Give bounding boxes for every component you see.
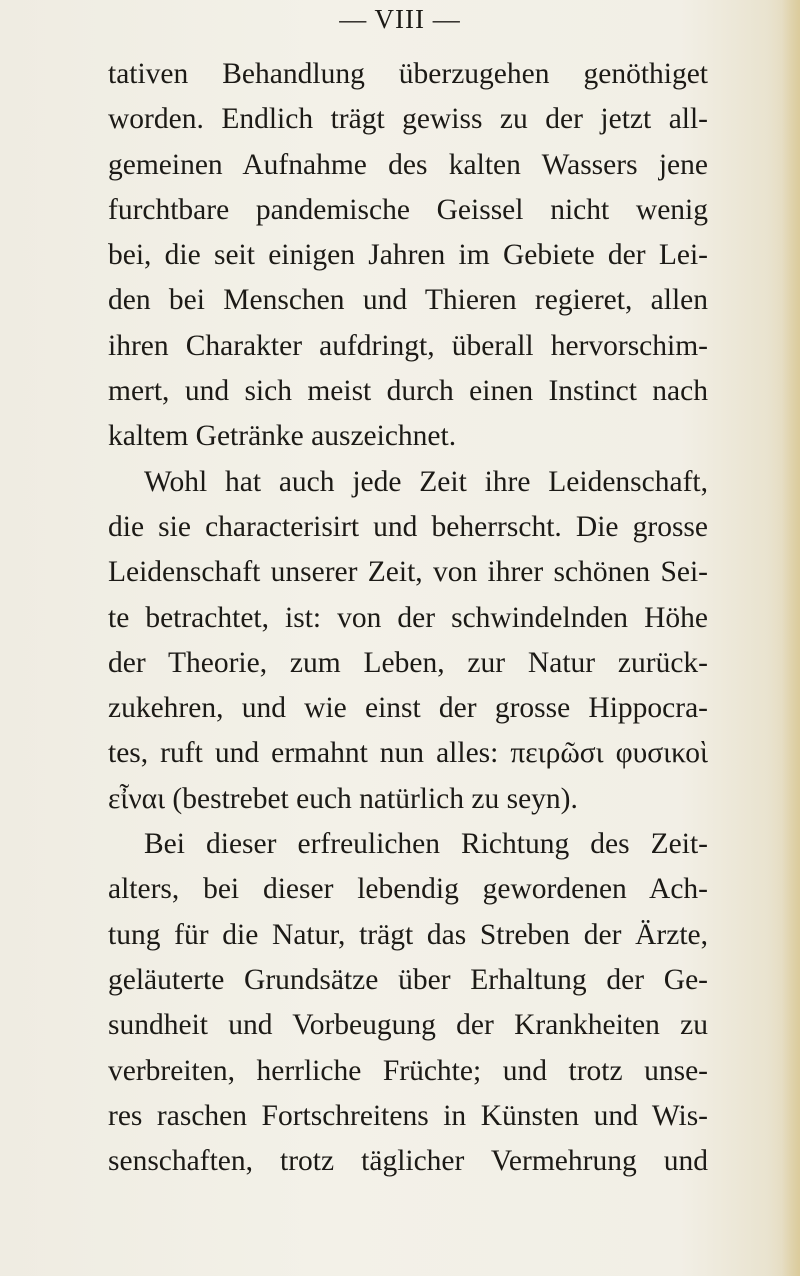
text-line: tes, ruft und ermahnt nun alles: πειρῶσι φυσικοὶ — [108, 737, 708, 770]
paragraph-start-line: Wohl hat auch jede Zeit ihre Leidenschaft, — [144, 465, 708, 498]
text-line: sundheit und Vorbeugung der Krankheiten zu — [108, 1009, 708, 1042]
text-line: der Theorie, zum Leben, zur Natur zurück- — [108, 646, 708, 679]
text-line: bei, die seit einigen Jahren im Gebiete der Lei- — [108, 239, 708, 272]
paragraph-start-line: Bei dieser erfreulichen Richtung des Zeit- — [144, 828, 708, 861]
text-line: verbreiten, herrliche Früchte; und trotz unse- — [108, 1054, 708, 1087]
text-line: alters, bei dieser lebendig gewordenen Ach- — [108, 873, 708, 906]
text-line: den bei Menschen und Thieren regieret, allen — [108, 284, 708, 317]
text-line: mert, und sich meist durch einen Instinct nach — [108, 375, 708, 408]
text-line: zukehren, und wie einst der grosse Hippocra- — [108, 692, 708, 725]
text-line: ihren Charakter aufdringt, überall hervorschim- — [108, 329, 708, 362]
text-line: kaltem Getränke auszeichnet. — [108, 420, 457, 453]
text-line: Leidenschaft unserer Zeit, von ihrer schönen Sei- — [108, 556, 708, 589]
text-line: worden. Endlich trägt gewiss zu der jetzt all- — [108, 103, 708, 136]
page-edge-shading — [782, 0, 800, 1276]
text-line: die sie characterisirt und beherrscht. Die grosse — [108, 510, 708, 543]
text-line: res raschen Fortschreitens in Künsten und Wis- — [108, 1099, 708, 1132]
text-line: senschaften, trotz täglicher Vermehrung und — [108, 1145, 708, 1178]
text-line: gemeinen Aufnahme des kalten Wassers jene — [108, 148, 708, 181]
text-line: εἶναι (bestrebet euch natürlich zu seyn). — [108, 782, 578, 815]
page-number: — VIII — — [339, 4, 461, 34]
text-line: geläuterte Grundsätze über Erhaltung der Ge- — [108, 963, 708, 996]
text-line: furchtbare pandemische Geissel nicht wenig — [108, 193, 708, 226]
body-text — [108, 52, 708, 1184]
text-line: tung für die Natur, trägt das Streben der Ärzte, — [108, 918, 708, 951]
text-line: te betrachtet, ist: von der schwindelnden Höhe — [108, 601, 708, 634]
text-line: tativen Behandlung überzugehen genöthiget — [108, 58, 708, 90]
